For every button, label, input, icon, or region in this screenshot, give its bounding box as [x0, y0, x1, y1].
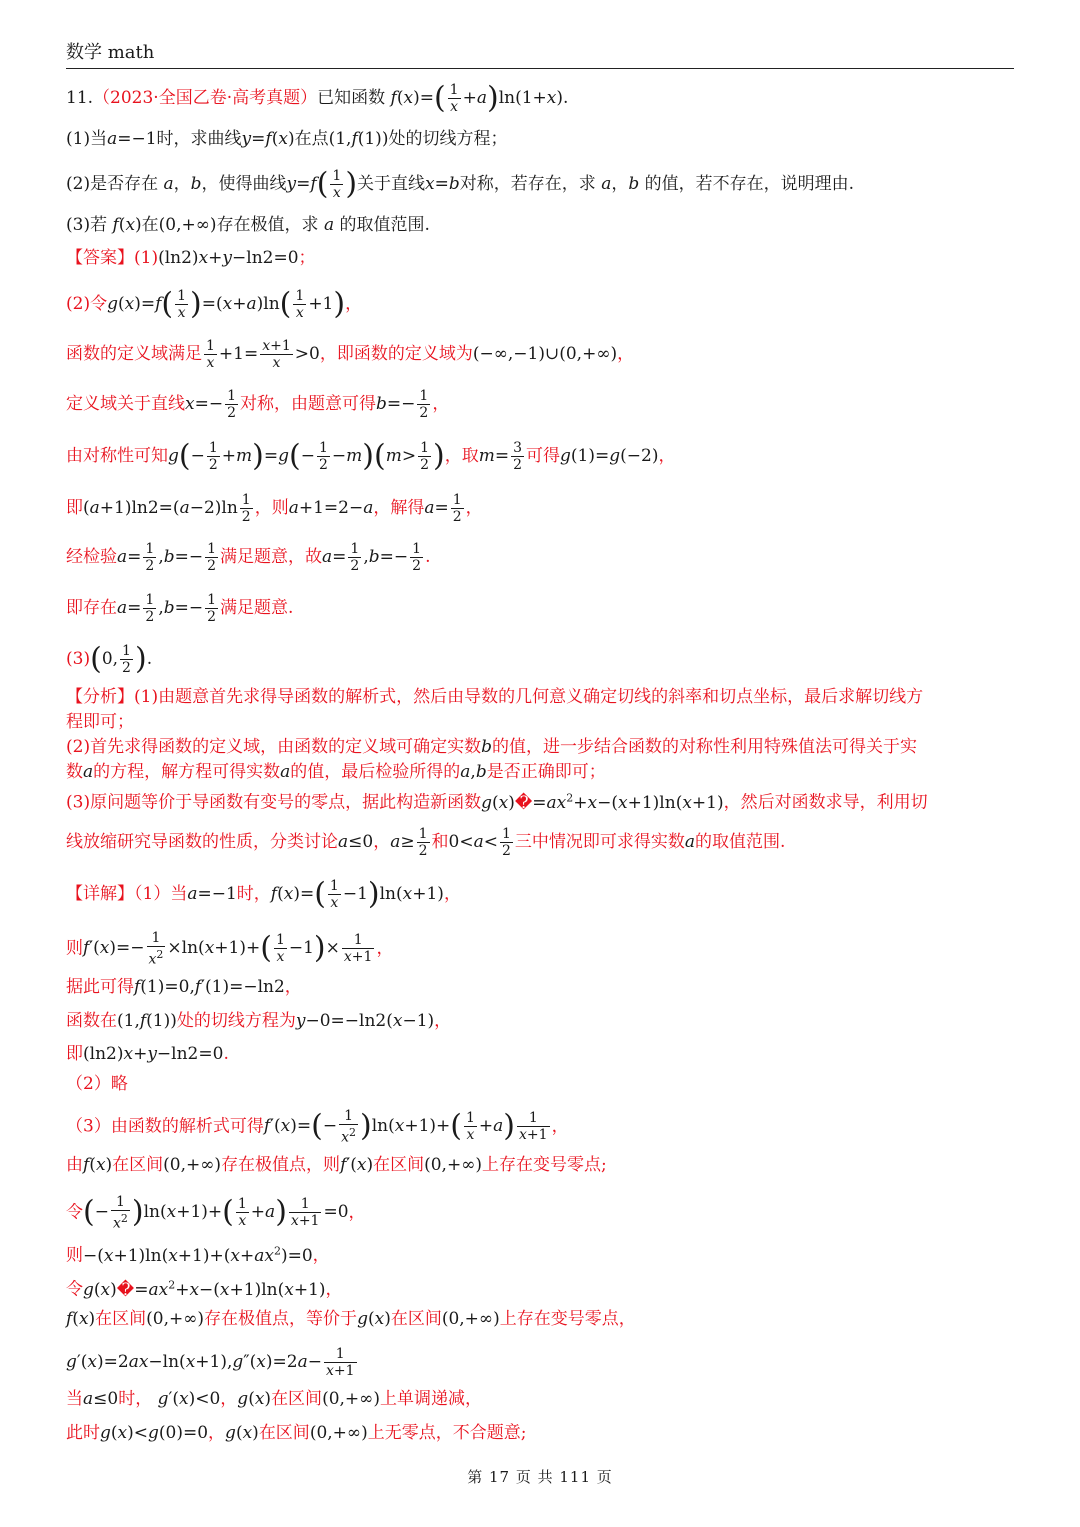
- analysis-p3e: 的取值范围.: [695, 832, 786, 852]
- q1-text-a: (1)当: [66, 129, 108, 149]
- q3-text-d: 的取值范围.: [339, 215, 430, 235]
- detail-d12c: 上存在变号零点，: [499, 1309, 636, 1329]
- page-number: 第 17 页 共 111 页: [467, 1468, 613, 1486]
- detail-d3: 据此可得: [66, 977, 134, 997]
- answer-2b-text: 函数的定义域满足: [66, 344, 202, 364]
- problem-q3: (3)若 f(x)在(0,+∞)存在极值，求 a 的取值范围.: [66, 215, 430, 235]
- detail-5: 即(ln2)x+y−ln2=0.: [66, 1044, 229, 1064]
- analysis-1: [66, 684, 1018, 710]
- detail-d2: 则: [66, 938, 83, 959]
- analysis-3: (3)原问题等价于导函数有变号的零点，据此构造新函数$g(x)�=ax^2+x-(x+1)\ln(x+1)$，然后对函数求导，利用切: [66, 791, 928, 813]
- detail-d14: 当: [66, 1389, 83, 1409]
- answer-label: 【答案】: [66, 248, 134, 268]
- detail-d8b: 在区间: [112, 1155, 164, 1175]
- answer-2o-text: 满足题意.: [220, 598, 294, 618]
- answer-1-label: (1): [134, 248, 159, 268]
- detail-7: （3）由函数的解析式可得f′(x)=(− $\frac{1}{x^2}$ )ln(x+1)+( $\frac{1}{x}$ +a) $\frac{1}{x+1}$ ，: [66, 1108, 569, 1146]
- analysis-p3b: ，然后对函数求导，利用切: [723, 792, 928, 813]
- detail-6: [66, 1071, 1018, 1097]
- q1-text-c: 在点: [294, 129, 329, 149]
- problem-line-1: 11.（2023·全国乙卷·高考真题）已知函数 f(x)=( $\frac{1}{x}$ +a)ln(1+x).: [66, 80, 569, 116]
- answer-2g-text: ，取: [444, 446, 479, 466]
- answer-2n-text: 即存在: [66, 598, 117, 618]
- q2-text-b: ，使得曲线: [201, 174, 287, 194]
- problem-number: 11.: [66, 88, 94, 108]
- analysis-2c: 数a的方程，解方程可得实数a的值，最后检验所得的a,b是否正确即可；: [66, 762, 606, 782]
- q1-text-b: 时，求曲线: [156, 129, 242, 149]
- analysis-p3c: 线放缩研究导函数的性质，分类讨论: [66, 832, 338, 852]
- q1-text-d: 处的切线方程；: [388, 129, 508, 149]
- header-title: 数学 math: [66, 42, 155, 63]
- page-footer: [0, 1466, 1080, 1487]
- detail-13: g′(x)=2ax−ln(x+1),g″(x)=2a− $\frac{1}{x+1}$: [66, 1346, 355, 1379]
- answer-2a-text: (2)令: [66, 294, 108, 314]
- analysis-p1: (1)由题意首先求得导函数的解析式，然后由导数的几何意义确定切线的斜率和切点坐标，最后求解切线方: [134, 687, 924, 707]
- answer-2f: 由对称性可知g(− $\frac{1}{2}$ +m)=g(− $\frac{1}{2}$ −m)(m> $\frac{1}{2}$ )，取m= $\frac{3}{2}$ 可得g(1)=g(−2)，: [66, 438, 676, 474]
- detail-d14b: 时，: [118, 1389, 153, 1409]
- answer-2k-text: ，解得: [373, 498, 425, 518]
- detail-d7: （3）由函数的解析式可得: [66, 1116, 264, 1137]
- analysis-1b: [66, 709, 1018, 735]
- analysis-p2: (2)首先求得函数的定义域，由函数的定义域可确定实数: [66, 737, 482, 757]
- detail-d1: （1）当: [134, 884, 188, 904]
- q3-text-c: 存在极值，求: [216, 215, 319, 235]
- analysis-2: (2)首先求得函数的定义域，由函数的定义域可确定实数b的值，进一步结合函数的对称性利用特殊值法可得关于实: [66, 737, 917, 757]
- detail-2: 则f′(x)=− $\frac{1}{x^2}$ ×ln(x+1)+( $\frac{1}{x}$ −1)× $\frac{1}{x+1}$ ，: [66, 930, 394, 968]
- q2-text-e: 的值，若不存在，说明理由.: [644, 174, 855, 194]
- detail-d6: （2）略: [66, 1074, 128, 1094]
- detail-10: 则$-(x+1)\ln(x+1)+(x+ax^2)=0$，: [66, 1244, 330, 1266]
- q2-text-d: 对称，若存在，求: [459, 174, 596, 194]
- detail-11: 令$g(x)�=ax^2+x-(x+1)\ln(x+1)$，: [66, 1278, 343, 1300]
- answer-2h-text: 可得: [526, 446, 561, 466]
- analysis-p2c: 数: [66, 762, 83, 782]
- analysis-p2e: 的值，最后检验所得的: [290, 762, 461, 782]
- answer-2i: 即(a+1)ln2=(a−2)ln $\frac{1}{2}$ ，则a+1=2−a，解得a= $\frac{1}{2}$ ，: [66, 492, 483, 525]
- detail-d12b: 存在极值点，等价于: [204, 1309, 358, 1329]
- analysis-p3: (3)原问题等价于导函数有变号的零点，据此构造新函数: [66, 792, 482, 813]
- problem-q2: (2)是否存在 a，b，使得曲线y=f( $\frac{1}{x}$ )关于直线x=b对称，若存在，求 a，b 的值，若不存在，说明理由.: [66, 166, 855, 202]
- detail-d1b: 时，: [236, 884, 271, 904]
- analysis-p2b: 的值，进一步结合函数的对称性利用特殊值法可得关于实: [491, 737, 917, 757]
- analysis-3c: 线放缩研究导函数的性质，分类讨论a≤0，a≥ $\frac{1}{2}$ 和0<a< $\frac{1}{2}$ 三中情况即可求得实数a的取值范围.: [66, 826, 786, 859]
- detail-12: f(x)在区间(0,+∞)存在极值点，等价于g(x)在区间(0,+∞)上存在变号零点，: [66, 1309, 636, 1329]
- detail-d8d: 上存在变号零点;: [481, 1155, 607, 1175]
- q3-text-a: (3)若: [66, 215, 108, 235]
- analysis-label: 【分析】: [66, 687, 134, 707]
- answer-3-label: (3): [66, 649, 91, 669]
- detail-d10: 则: [66, 1245, 83, 1266]
- answer-3: (3)(0, $\frac{1}{2}$ ).: [66, 641, 153, 677]
- answer-2n: 即存在a= $\frac{1}{2}$ ,b=− $\frac{1}{2}$ 满足题意.: [66, 592, 294, 625]
- q2-text-c: 关于直线: [357, 174, 426, 194]
- page-header: [66, 40, 1014, 69]
- detail-d8: 由: [66, 1155, 83, 1175]
- detail-d11: 令: [66, 1279, 83, 1300]
- detail-d15b: 上无零点，不合题意;: [367, 1423, 527, 1443]
- problem-stem: 已知函数: [317, 88, 386, 108]
- detail-d8c: 存在极值点，则: [221, 1155, 341, 1175]
- answer-2j-text: ，则: [254, 498, 289, 518]
- analysis-p1b: 程即可；: [66, 712, 134, 732]
- analysis-p2f: 是否正确即可；: [486, 762, 606, 782]
- problem-source: （2023·全国乙卷·高考真题）: [93, 88, 318, 108]
- answer-2i-text: 即: [66, 498, 83, 518]
- detail-15: 此时g(x)<g(0)=0，g(x)在区间(0,+∞)上无零点，不合题意;: [66, 1423, 527, 1443]
- problem-q1: (1)当a=−1时，求曲线y=f(x)在点(1,f(1))处的切线方程；: [66, 129, 508, 149]
- answer-2b: 函数的定义域满足 $\frac{1}{x}$ +1= $\frac{x+1}{x}$ >0，即函数的定义域为(−∞,−1)∪(0,+∞)，: [66, 338, 635, 371]
- detail-d5: 即: [66, 1044, 83, 1064]
- detail-d15: 此时: [66, 1423, 100, 1443]
- answer-2l-text: 经检验: [66, 547, 117, 567]
- detail-d4b: 处的切线方程为: [176, 1011, 296, 1031]
- answer-2l: 经检验a= $\frac{1}{2}$ ,b=− $\frac{1}{2}$ 满足题意，故a= $\frac{1}{2}$ ,b=− $\frac{1}{2}$ .: [66, 541, 431, 574]
- q3-text-b: 在: [141, 215, 159, 235]
- answer-2d-text: 定义域关于直线: [66, 394, 185, 414]
- detail-14: 当a≤0时， g′(x)<0，g(x)在区间(0,+∞)上单调递减，: [66, 1389, 482, 1409]
- answer-2c-text: ，即函数的定义域为: [319, 344, 473, 364]
- detail-label: 【详解】: [66, 884, 134, 904]
- detail-d14c: 上单调递减，: [379, 1389, 482, 1409]
- detail-3: 据此可得f(1)=0,f′(1)=−ln2，: [66, 977, 302, 997]
- answer-2m-text: 满足题意，故: [220, 547, 323, 567]
- answer-1: 【答案】(1)(ln2)x+y−ln2=0；: [66, 248, 316, 268]
- analysis-p3d: 三中情况即可求得实数: [514, 832, 685, 852]
- detail-4: 函数在(1,f(1))处的切线方程为y−0=−ln2(x−1)，: [66, 1011, 452, 1031]
- detail-d9: 令: [66, 1202, 83, 1223]
- answer-2e-text: 对称，由题意可得: [240, 394, 377, 414]
- detail-d4: 函数在: [66, 1011, 117, 1031]
- analysis-p2d: 的方程，解方程可得实数: [93, 762, 281, 782]
- answer-2a: (2)令g(x)=f( $\frac{1}{x}$ )=(x+a)ln( $\frac{1}{x}$ +1)，: [66, 286, 363, 322]
- detail-8: 由f(x)在区间(0,+∞)存在极值点，则f′(x)在区间(0,+∞)上存在变号零点;: [66, 1155, 607, 1175]
- answer-2f-text: 由对称性可知: [66, 446, 168, 466]
- answer-2d: 定义域关于直线x=− $\frac{1}{2}$ 对称，由题意可得b=− $\frac{1}{2}$ ，: [66, 388, 450, 421]
- detail-9: 令(− $\frac{1}{x^2}$ )ln(x+1)+( $\frac{1}{x}$ +a) $\frac{1}{x+1}$ =0，: [66, 1194, 366, 1232]
- q2-text-a: (2)是否存在: [66, 174, 159, 194]
- detail-1: 【详解】（1）当a=−1时，f(x)=( $\frac{1}{x}$ −1)ln(x+1)，: [66, 876, 461, 912]
